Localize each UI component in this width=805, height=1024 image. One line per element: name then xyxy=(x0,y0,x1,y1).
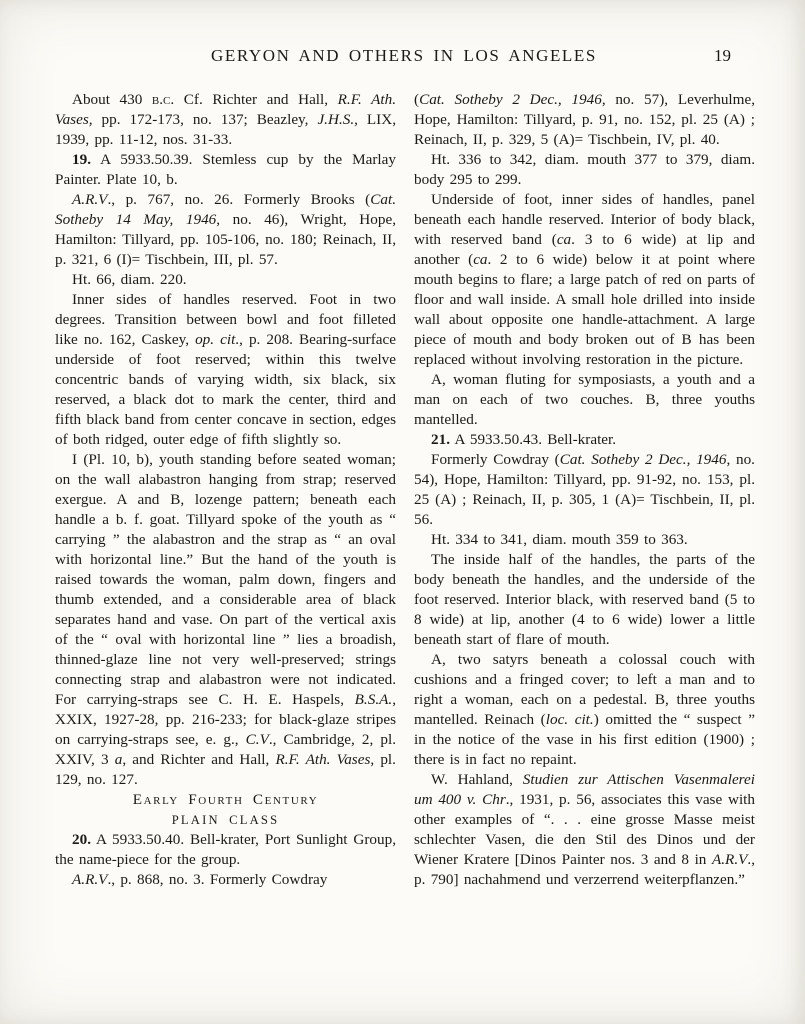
text-run: ., Cambridge, 2, pl. XXIV, 3 xyxy=(55,731,396,768)
page-header-title: GERYON AND OTHERS IN LOS ANGELES xyxy=(211,46,597,65)
paragraph xyxy=(55,190,396,270)
paragraph xyxy=(414,530,755,550)
text-run: Formerly Cowdray ( xyxy=(431,451,560,468)
text-run: 20. xyxy=(72,831,91,848)
paragraph xyxy=(414,450,755,530)
text-run: A, two satyrs beneath a colossal couch with cushions and a fringed cover; to left a man and to right a woman, each on a pedestal. B, three youths mantelled. Reinach ( xyxy=(414,651,755,728)
text-run: ca xyxy=(473,251,488,268)
left-column xyxy=(55,90,396,890)
section-heading xyxy=(55,790,396,810)
text-run: A.R.V xyxy=(72,191,108,208)
text-run: ., p. 767, no. 26. Formerly Brooks ( xyxy=(107,191,371,208)
right-column xyxy=(414,90,755,890)
text-run: About 430 xyxy=(72,91,152,108)
text-run: , no. 46), Wright, Hope, Hamilton: Tillyard, pp. 105-106, no. 180; Reinach, II, p. 321, 6 (I)= Tischbein, III, pl. 57. xyxy=(55,211,396,268)
entry-paragraph xyxy=(55,150,396,190)
text-run: Cat. Sotheby 14 May, 1946 xyxy=(55,191,396,228)
running-head xyxy=(55,46,753,76)
text-run: Cat. Sotheby 2 Dec., 1946 xyxy=(559,451,727,468)
text-run: , no. 54), Hope, Hamilton: Tillyard, pp. 91-92, no. 153, pl. 25 (A) ; Reinach, II, p. 305, 1 (A)= Tischbein, II, pl. 56. xyxy=(414,451,755,528)
text-run: , pp. 172-173, no. 137; Beazley, xyxy=(88,111,318,128)
text-run: , pl. 129, no. 127. xyxy=(55,751,396,788)
text-run: A 5933.50.39. Stemless cup by the Marlay Painter. Plate 10, b. xyxy=(55,151,396,188)
text-run: Early Fourth Century xyxy=(132,791,319,808)
text-run: Cat. Sotheby 2 Dec., 1946 xyxy=(419,91,602,108)
text-run: , no. 57), Leverhulme, Hope, Hamilton: Tillyard, p. 91, no. 152, pl. 25 (A) ; Reinach, II, p. 329, 5 (A)= Tischbein, IV, pl. 40. xyxy=(414,91,755,148)
text-run: , XXIX, 1927-28, pp. 216-233; for black-glaze stripes on carrying-straps see, e. g., xyxy=(55,691,396,748)
text-run: , and Richter and Hall, xyxy=(122,751,276,768)
paragraph xyxy=(55,290,396,450)
text-run: Cf. Richter and Hall, xyxy=(174,91,338,108)
paragraph xyxy=(414,550,755,650)
text-run: ., 1931, p. 56, associates this vase with other examples of “. . . eine grosse Masse meist schlechter Vasen, die den Stil des Dinos und der Wiener Kratere [Dinos Painter nos. 3 and 8 in xyxy=(414,791,755,868)
text-run: I (Pl. 10, b), youth standing before seated woman; on the wall alabastron hanging from strap; reserved exergue. A and B, lozenge pattern; beneath each handle a b. f. goat. Tillyard spoke of the youth as “ carrying ” the alabastron and the strap as “ an oval with horizontal line.” But the hand of the youth is raised towards the woman, palm down, fingers and thumb extended, and a considerable area of black separates hand and vase. On part of the vertical axis of the “ oval with horizontal line ” lies a broadish, thinned-glaze line not very well-preserved; strings connecting strap and alabastron were not indicated. For carrying-straps see C. H. E. Haspels, xyxy=(55,451,396,708)
text-run: A 5933.50.43. Bell-krater. xyxy=(449,431,617,448)
text-run: B.S.A. xyxy=(354,691,393,708)
paragraph xyxy=(55,270,396,290)
text-run: The inside half of the handles, the parts of the body beneath the handles, and the underside of the foot reserved. Interior black, with reserved band (5 to 8 wide) at lip, another (4 to 6 wide) lower a little beneath start of flare of mouth. xyxy=(414,551,755,648)
text-run: PLAIN CLASS xyxy=(171,813,280,827)
text-run: Underside of foot, inner sides of handles, panel beneath each handle reserved. Interior of body black, with reserved band ( xyxy=(414,191,755,248)
paragraph xyxy=(414,190,755,370)
paragraph xyxy=(55,450,396,790)
entry-paragraph xyxy=(55,830,396,870)
paragraph xyxy=(414,370,755,430)
text-run: W. Hahland, xyxy=(431,771,523,788)
text-run: Ht. 66, diam. 220. xyxy=(72,271,187,288)
text-columns xyxy=(55,90,756,890)
text-run: b.c. xyxy=(151,91,175,108)
entry-paragraph xyxy=(414,430,755,450)
text-run: A 5933.50.40. Bell-krater, Port Sunlight Group, the name-piece for the group. xyxy=(55,831,396,868)
text-run: 21. xyxy=(431,431,450,448)
text-run: A, woman fluting for symposiasts, a youth and a man on each of two couches. B, three youths mantelled. xyxy=(414,371,755,428)
text-run: Ht. 334 to 341, diam. mouth 359 to 363. xyxy=(431,531,688,548)
paragraph xyxy=(414,90,755,150)
text-run: loc. cit. xyxy=(545,711,594,728)
text-run: ( xyxy=(414,91,420,108)
paragraph xyxy=(414,150,755,190)
text-run: C.V xyxy=(245,731,269,748)
text-run: a xyxy=(114,751,123,768)
section-subheading xyxy=(55,810,396,830)
text-run: R.F. Ath. Vases xyxy=(55,91,397,128)
text-run: A.R.V xyxy=(711,851,748,868)
paragraph xyxy=(55,90,396,150)
text-run: . 2 to 6 wide) below it at point where mouth begins to flare; a large patch of red on parts of floor and wall inside. A small hole drilled into inside wall about opposite one handle-attachment. A large piece of mouth and body broken out of B has been replaced without involving restoration in the picture. xyxy=(414,251,755,368)
text-run: 19. xyxy=(72,151,91,168)
text-run: op. cit xyxy=(195,331,236,348)
text-run: ca xyxy=(556,231,572,248)
text-run: Inner sides of handles reserved. Foot in two degrees. Transition between bowl and foot filleted like no. 162, Caskey, xyxy=(55,291,396,348)
text-run: ., p. 868, no. 3. Formerly Cowdray xyxy=(107,871,328,888)
text-run: ., p. 790] nachahmend und verzerrend weiterpflanzen.” xyxy=(414,851,755,888)
text-run: J.H.S. xyxy=(317,111,355,128)
text-run: . 3 to 6 wide) at lip and another ( xyxy=(414,231,755,268)
paragraph xyxy=(414,650,755,770)
paragraph xyxy=(55,870,396,890)
text-run: Ht. 336 to 342, diam. mouth 377 to 379, diam. body 295 to 299. xyxy=(414,151,755,188)
paragraph xyxy=(414,770,755,890)
text-run: A.R.V xyxy=(72,871,108,888)
text-run: R.F. Ath. Vases xyxy=(275,751,371,768)
text-run: , LIX, 1939, pp. 11-12, nos. 31-33. xyxy=(55,111,396,148)
page-number: 19 xyxy=(714,46,731,65)
text-run: Studien zur Attischen Vasenmalerei um 400 v. Chr xyxy=(414,771,755,808)
text-run: ., p. 208. Bearing-surface underside of foot reserved; within this twelve concentric bands of varying width, six black, six reserved, a black dot to mark the center, third and fifth black band from center concave in section, edges of both ridged, outer edge of fifth slightly so. xyxy=(55,331,396,448)
text-run: ) omitted the “ suspect ” in the notice of the vase in his first edition (1900) ; there is in fact no repaint. xyxy=(414,711,756,768)
